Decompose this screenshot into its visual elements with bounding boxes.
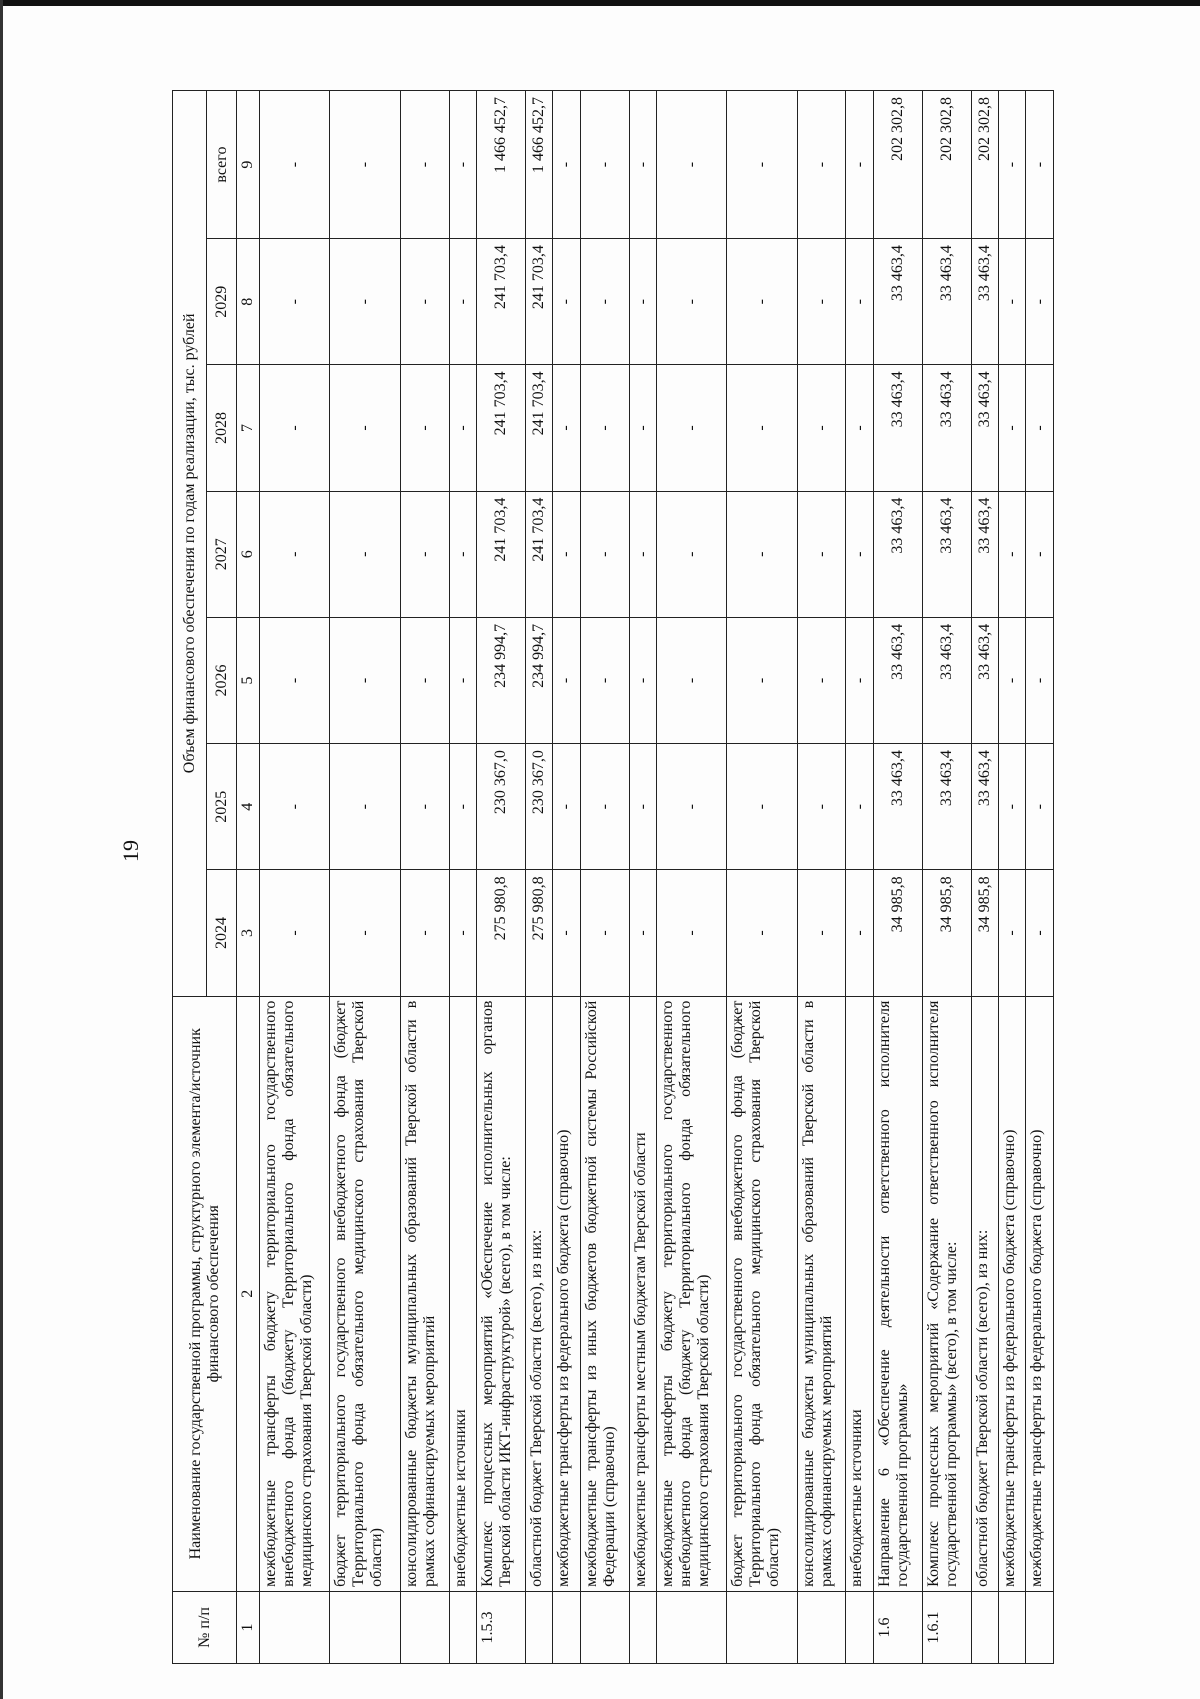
value-cell: -	[400, 870, 449, 996]
value-cell: 202 302,8	[971, 91, 998, 239]
value-cell: -	[330, 870, 400, 996]
row-number	[629, 1591, 656, 1663]
value-cell: 202 302,8	[922, 91, 971, 239]
row-name: межбюджетные трансферты из иных бюджетов бюджетной системы Российской Федерации (справочно)	[580, 996, 629, 1591]
value-cell: 241 703,4	[525, 491, 552, 617]
value-cell: 234 994,7	[476, 617, 525, 743]
row-name: Комплекс процессных мероприятий «Содержание ответственного исполнителя государственной программы» (всего), в том числе:	[922, 996, 971, 1591]
row-name: консолидированные бюджеты муниципальных образований Тверской области в рамках софинансируемых мероприятий	[400, 996, 449, 1591]
value-cell: 33 463,4	[922, 491, 971, 617]
value-cell: -	[999, 870, 1026, 996]
rotated-table-container	[172, 90, 1054, 1664]
row-name: межбюджетные трансферты из федерального бюджета (справочно)	[553, 996, 580, 1591]
value-cell: 33 463,4	[922, 239, 971, 365]
value-cell: -	[846, 870, 873, 996]
table-row	[873, 91, 922, 1664]
value-cell: -	[553, 239, 580, 365]
value-cell: -	[553, 365, 580, 491]
value-cell: -	[580, 91, 629, 239]
table-row	[400, 91, 449, 1664]
value-cell: -	[260, 870, 330, 996]
value-cell: -	[999, 617, 1026, 743]
header-no: № п/п	[173, 1591, 237, 1663]
row-number: 1.6	[873, 1591, 922, 1663]
value-cell: -	[656, 744, 726, 870]
value-cell: -	[553, 744, 580, 870]
table-row	[797, 91, 846, 1664]
value-cell: -	[629, 744, 656, 870]
value-cell: 33 463,4	[873, 239, 922, 365]
value-cell: -	[656, 617, 726, 743]
value-cell: -	[580, 617, 629, 743]
index-cell: 5	[237, 617, 260, 743]
value-cell: -	[449, 491, 476, 617]
value-cell: -	[846, 744, 873, 870]
value-cell: -	[1026, 617, 1054, 743]
row-number	[999, 1591, 1026, 1663]
table-row	[656, 91, 726, 1664]
value-cell: -	[797, 239, 846, 365]
value-cell: -	[553, 617, 580, 743]
value-cell: -	[629, 870, 656, 996]
row-name: межбюджетные трансферты из федерального бюджета (справочно)	[999, 996, 1026, 1591]
value-cell: -	[727, 617, 797, 743]
value-cell: -	[449, 365, 476, 491]
value-cell: 33 463,4	[922, 365, 971, 491]
value-cell: -	[797, 744, 846, 870]
value-cell: -	[400, 744, 449, 870]
value-cell: -	[449, 91, 476, 239]
row-name: бюджет территориального государственного внебюджетного фонда (бюджет Территориального фонда обязательного медицинского страхования Тверской области)	[330, 996, 400, 1591]
value-cell: 33 463,4	[873, 617, 922, 743]
value-cell: -	[999, 491, 1026, 617]
value-cell: 33 463,4	[971, 239, 998, 365]
value-cell: -	[797, 870, 846, 996]
header-year: 2027	[207, 491, 237, 617]
table-row	[971, 91, 998, 1664]
value-cell: 33 463,4	[971, 491, 998, 617]
value-cell: 33 463,4	[971, 744, 998, 870]
value-cell: 241 703,4	[525, 239, 552, 365]
value-cell: 33 463,4	[873, 365, 922, 491]
value-cell: -	[1026, 744, 1054, 870]
value-cell: 33 463,4	[922, 617, 971, 743]
row-number	[525, 1591, 552, 1663]
table-row	[330, 91, 400, 1664]
value-cell: -	[260, 91, 330, 239]
value-cell: 33 463,4	[971, 365, 998, 491]
row-name: Комплекс процессных мероприятий «Обеспечение исполнительных органов Тверской области ИКТ-инфраструктурой» (всего), в том числе:	[476, 996, 525, 1591]
value-cell: 275 980,8	[476, 870, 525, 996]
header-year: 2024	[207, 870, 237, 996]
index-cell: 4	[237, 744, 260, 870]
index-cell: 7	[237, 365, 260, 491]
index-cell: 8	[237, 239, 260, 365]
value-cell: -	[580, 870, 629, 996]
row-name: бюджет территориального государственного внебюджетного фонда (бюджет Территориального фонда обязательного медицинского страхования Тверской области)	[727, 996, 797, 1591]
row-name: внебюджетные источники	[449, 996, 476, 1591]
value-cell: -	[999, 91, 1026, 239]
table-row	[449, 91, 476, 1664]
value-cell: -	[330, 744, 400, 870]
value-cell: -	[629, 365, 656, 491]
value-cell: -	[580, 744, 629, 870]
value-cell: 241 703,4	[476, 239, 525, 365]
table-row	[846, 91, 873, 1664]
header-name: Наименование государственной программы, структурного элемента/источник финансового обеспечения	[173, 996, 237, 1591]
value-cell: -	[797, 365, 846, 491]
row-name: областной бюджет Тверской области (всего), из них:	[525, 996, 552, 1591]
value-cell: -	[727, 870, 797, 996]
value-cell: -	[727, 239, 797, 365]
value-cell: -	[449, 239, 476, 365]
header-year: 2025	[207, 744, 237, 870]
table-row	[476, 91, 525, 1664]
value-cell: -	[580, 239, 629, 365]
value-cell: -	[400, 491, 449, 617]
value-cell: -	[330, 239, 400, 365]
value-cell: -	[400, 91, 449, 239]
value-cell: -	[330, 491, 400, 617]
row-name: областной бюджет Тверской области (всего), из них:	[971, 996, 998, 1591]
value-cell: 1 466 452,7	[525, 91, 552, 239]
page-number: 19	[118, 840, 143, 862]
value-cell: -	[400, 239, 449, 365]
value-cell: 1 466 452,7	[476, 91, 525, 239]
funding-table	[172, 90, 1054, 1664]
index-cell: 6	[237, 491, 260, 617]
value-cell: -	[629, 91, 656, 239]
row-number	[580, 1591, 629, 1663]
table-row	[1026, 91, 1054, 1664]
value-cell: -	[727, 744, 797, 870]
value-cell: -	[553, 870, 580, 996]
table-row	[553, 91, 580, 1664]
value-cell: -	[260, 491, 330, 617]
value-cell: -	[260, 239, 330, 365]
row-name: консолидированные бюджеты муниципальных образований Тверской области в рамках софинансируемых мероприятий	[797, 996, 846, 1591]
row-number	[400, 1591, 449, 1663]
value-cell: 33 463,4	[873, 744, 922, 870]
row-number	[260, 1591, 330, 1663]
value-cell: 33 463,4	[922, 744, 971, 870]
value-cell: -	[260, 365, 330, 491]
value-cell: -	[400, 365, 449, 491]
row-name: межбюджетные трансферты бюджету территориального государственного внебюджетного фонда (бюджету Территориального фонда обязательного медицинского страхования Тверской области)	[260, 996, 330, 1591]
row-number	[971, 1591, 998, 1663]
value-cell: -	[999, 744, 1026, 870]
value-cell: -	[656, 239, 726, 365]
value-cell: -	[629, 239, 656, 365]
header-year: всего	[207, 91, 237, 239]
row-number: 1.6.1	[922, 1591, 971, 1663]
value-cell: -	[656, 491, 726, 617]
value-cell: -	[656, 870, 726, 996]
row-number	[656, 1591, 726, 1663]
row-number: 1.5.3	[476, 1591, 525, 1663]
table-row	[999, 91, 1026, 1664]
row-name: внебюджетные источники	[846, 996, 873, 1591]
value-cell: -	[449, 617, 476, 743]
row-number	[1026, 1591, 1054, 1663]
header-year: 2026	[207, 617, 237, 743]
index-cell: 1	[237, 1591, 260, 1663]
value-cell: -	[260, 617, 330, 743]
value-cell: -	[629, 617, 656, 743]
value-cell: -	[580, 491, 629, 617]
value-cell: -	[629, 491, 656, 617]
index-cell: 3	[237, 870, 260, 996]
value-cell: -	[727, 365, 797, 491]
value-cell: 202 302,8	[873, 91, 922, 239]
value-cell: -	[330, 617, 400, 743]
table-row	[629, 91, 656, 1664]
row-number	[449, 1591, 476, 1663]
value-cell: 34 985,8	[873, 870, 922, 996]
value-cell: 234 994,7	[525, 617, 552, 743]
value-cell: -	[449, 744, 476, 870]
header-year: 2028	[207, 365, 237, 491]
scan-left-border	[0, 0, 3, 1699]
value-cell: -	[846, 491, 873, 617]
value-cell: -	[449, 870, 476, 996]
value-cell: -	[656, 91, 726, 239]
row-number	[553, 1591, 580, 1663]
value-cell: -	[846, 365, 873, 491]
value-cell: 241 703,4	[476, 491, 525, 617]
table-row	[260, 91, 330, 1664]
value-cell: 230 367,0	[476, 744, 525, 870]
value-cell: -	[330, 365, 400, 491]
value-cell: 34 985,8	[971, 870, 998, 996]
value-cell: -	[999, 365, 1026, 491]
value-cell: 33 463,4	[971, 617, 998, 743]
header-year: 2029	[207, 239, 237, 365]
value-cell: -	[797, 491, 846, 617]
value-cell: -	[553, 491, 580, 617]
value-cell: -	[1026, 91, 1054, 239]
value-cell: -	[1026, 870, 1054, 996]
value-cell: 241 703,4	[476, 365, 525, 491]
value-cell: -	[797, 91, 846, 239]
value-cell: -	[846, 617, 873, 743]
row-name: межбюджетные трансферты из федерального бюджета (справочно)	[1026, 996, 1054, 1591]
value-cell: -	[1026, 239, 1054, 365]
row-name: межбюджетные трансферты местным бюджетам Тверской области	[629, 996, 656, 1591]
value-cell: -	[797, 617, 846, 743]
table-row	[727, 91, 797, 1664]
index-cell: 9	[237, 91, 260, 239]
row-number	[330, 1591, 400, 1663]
table-row	[922, 91, 971, 1664]
value-cell: 33 463,4	[873, 491, 922, 617]
index-cell: 2	[237, 996, 260, 1591]
scan-top-border	[0, 0, 1200, 6]
value-cell: -	[400, 617, 449, 743]
value-cell: -	[1026, 491, 1054, 617]
value-cell: 230 367,0	[525, 744, 552, 870]
row-number	[846, 1591, 873, 1663]
value-cell: -	[580, 365, 629, 491]
table-body	[260, 91, 1054, 1664]
table-row	[580, 91, 629, 1664]
value-cell: -	[330, 91, 400, 239]
value-cell: -	[846, 239, 873, 365]
value-cell: 275 980,8	[525, 870, 552, 996]
value-cell: -	[656, 365, 726, 491]
value-cell: -	[727, 91, 797, 239]
value-cell: -	[727, 491, 797, 617]
value-cell: -	[999, 239, 1026, 365]
row-number	[797, 1591, 846, 1663]
value-cell: 34 985,8	[922, 870, 971, 996]
table-row	[525, 91, 552, 1664]
row-name: Направление 6 «Обеспечение деятельности ответственного исполнителя государственной программы»	[873, 996, 922, 1591]
value-cell: -	[846, 91, 873, 239]
value-cell: 241 703,4	[525, 365, 552, 491]
row-number	[727, 1591, 797, 1663]
row-name: межбюджетные трансферты бюджету территориального государственного внебюджетного фонда (бюджету Территориального фонда обязательного медицинского страхования Тверской области)	[656, 996, 726, 1591]
value-cell: -	[553, 91, 580, 239]
value-cell: -	[260, 744, 330, 870]
header-funding: Объем финансового обеспечения по годам реализации, тыс. рублей	[173, 91, 207, 997]
value-cell: -	[1026, 365, 1054, 491]
